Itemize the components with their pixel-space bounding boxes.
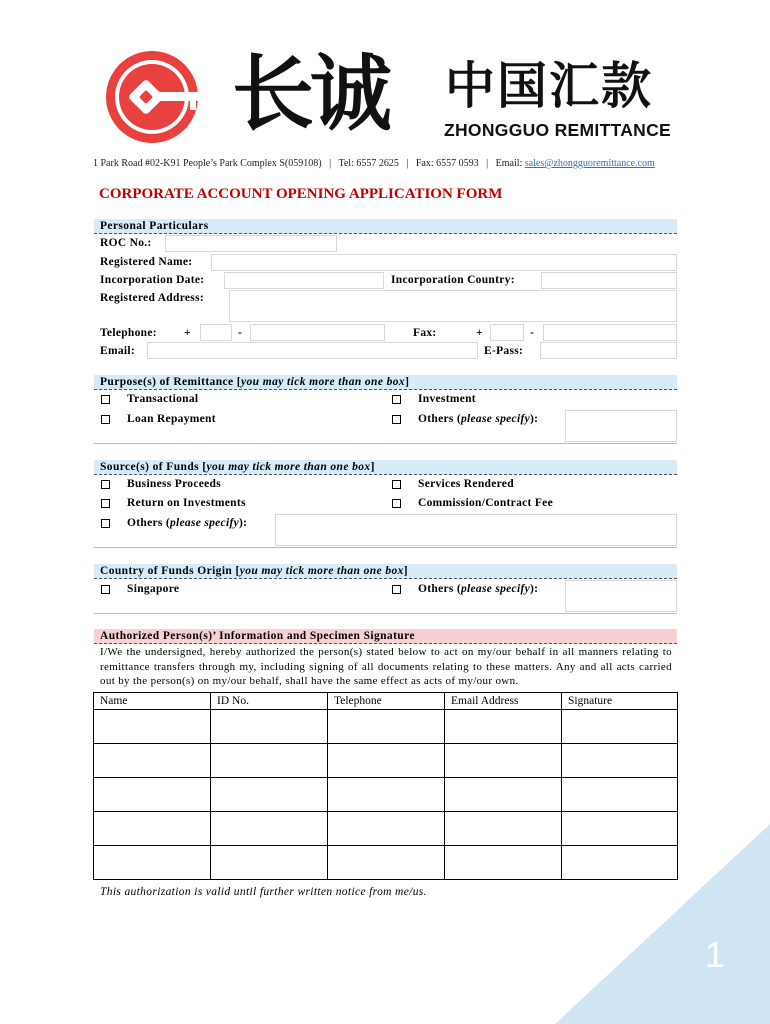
services-rendered-label: Services Rendered — [418, 478, 514, 490]
source-others-checkbox[interactable] — [101, 519, 110, 528]
services-rendered-checkbox[interactable] — [392, 480, 401, 489]
column-header-id: ID No. — [211, 693, 328, 710]
table-cell[interactable] — [562, 812, 678, 846]
registered-name-label: Registered Name: — [100, 256, 193, 268]
table-cell[interactable] — [562, 846, 678, 880]
telephone-number-input[interactable] — [250, 324, 385, 341]
authorization-validity-note: This authorization is valid until further written notice from me/us. — [100, 886, 427, 898]
table-row — [94, 846, 678, 880]
transactional-checkbox[interactable] — [101, 395, 110, 404]
table-cell[interactable] — [211, 744, 328, 778]
incorporation-date-label: Incorporation Date: — [100, 274, 205, 286]
column-header-name: Name — [94, 693, 211, 710]
table-cell[interactable] — [328, 744, 445, 778]
purpose-others-checkbox[interactable] — [392, 415, 401, 424]
country-others-label: Others (please specify): — [418, 583, 539, 595]
email-label: Email: — [100, 345, 136, 357]
country-heading: Country of Funds Origin [you may tick more than one box] — [94, 564, 677, 579]
table-header-row — [94, 693, 678, 710]
incorporation-country-input[interactable] — [541, 272, 677, 289]
table-cell[interactable] — [211, 846, 328, 880]
transactional-label: Transactional — [127, 393, 199, 405]
purpose-others-label: Others (please specify): — [418, 413, 539, 425]
fax-label: Fax: — [413, 327, 437, 339]
address-line: 1 Park Road #02-K91 People’s Park Complex S(059108) | Tel: 6557 2625 | Fax: 6557 0593 | Email: sales@zhongguoremittance.com — [93, 158, 655, 169]
logo-brand-cn: 长诚 — [232, 47, 389, 142]
fax-number: Fax: 6557 0593 — [415, 158, 479, 169]
logo-company-cn: 中国汇款 — [445, 57, 653, 115]
epass-label: E-Pass: — [484, 345, 524, 357]
page-number: 1 — [704, 934, 725, 975]
investment-label: Investment — [418, 393, 476, 405]
logo-company-en: ZHONGGUO REMITTANCE — [444, 120, 672, 140]
country-others-input[interactable] — [565, 580, 677, 612]
commission-contract-fee-checkbox[interactable] — [392, 499, 401, 508]
roc-label: ROC No.: — [100, 237, 152, 249]
telephone-label: Telephone: — [100, 327, 157, 339]
fax-country-code-input[interactable] — [490, 324, 524, 341]
table-cell[interactable] — [211, 710, 328, 744]
table-cell[interactable] — [328, 846, 445, 880]
purpose-others-input[interactable] — [565, 410, 677, 442]
commission-contract-fee-label: Commission/Contract Fee — [418, 497, 553, 509]
source-others-input[interactable] — [275, 514, 677, 546]
loan-repayment-checkbox[interactable] — [101, 415, 110, 424]
table-cell[interactable] — [445, 846, 562, 880]
table-cell[interactable] — [94, 710, 211, 744]
incorporation-country-label: Incorporation Country: — [391, 274, 515, 286]
source-heading: Source(s) of Funds [you may tick more than one box] — [94, 460, 677, 475]
column-header-signature: Signature — [562, 693, 678, 710]
roc-input[interactable] — [165, 235, 337, 252]
column-header-email: Email Address — [445, 693, 562, 710]
singapore-label: Singapore — [127, 583, 180, 595]
return-on-investments-checkbox[interactable] — [101, 499, 110, 508]
key-icon — [94, 45, 224, 150]
table-cell[interactable] — [328, 778, 445, 812]
table-cell[interactable] — [211, 778, 328, 812]
table-row — [94, 710, 678, 744]
table-cell[interactable] — [445, 744, 562, 778]
email-input[interactable] — [147, 342, 478, 359]
business-proceeds-label: Business Proceeds — [127, 478, 222, 490]
telephone-country-code-input[interactable] — [200, 324, 232, 341]
table-cell[interactable] — [211, 812, 328, 846]
table-cell[interactable] — [445, 812, 562, 846]
registered-name-input[interactable] — [211, 254, 677, 271]
business-proceeds-checkbox[interactable] — [101, 480, 110, 489]
column-header-telephone: Telephone — [328, 693, 445, 710]
table-row — [94, 778, 678, 812]
fax-number-input[interactable] — [543, 324, 677, 341]
registered-address-input[interactable] — [229, 290, 677, 322]
epass-input[interactable] — [540, 342, 677, 359]
table-cell[interactable] — [94, 846, 211, 880]
street-address: 1 Park Road #02-K91 People’s Park Complex S(059108) — [93, 158, 322, 169]
table-cell[interactable] — [328, 812, 445, 846]
divider — [94, 613, 677, 614]
table-cell[interactable] — [94, 812, 211, 846]
table-cell[interactable] — [445, 710, 562, 744]
divider — [94, 443, 677, 444]
logo-emblem — [94, 45, 224, 150]
authorized-heading: Authorized Person(s)’ Information and Specimen Signature — [94, 629, 677, 644]
table-cell[interactable] — [94, 778, 211, 812]
table-cell[interactable] — [562, 710, 678, 744]
incorporation-date-input[interactable] — [224, 272, 384, 289]
table-row — [94, 812, 678, 846]
table-cell[interactable] — [94, 744, 211, 778]
form-title: CORPORATE ACCOUNT OPENING APPLICATION FORM — [99, 186, 503, 202]
singapore-checkbox[interactable] — [101, 585, 110, 594]
personal-particulars-heading: Personal Particulars — [94, 219, 677, 234]
purpose-heading: Purpose(s) of Remittance [you may tick more than one box] — [94, 375, 677, 390]
authorization-paragraph: I/We the undersigned, hereby authorized the person(s) stated below to act on my/our behalf in all manners relating to remittance transfers through my, including signing of all documents relating to these matters. Any and all acts carried out by the person(s) on my/our behalf, shall have the same effect as acts of my/our own. — [100, 646, 672, 687]
table-cell[interactable] — [445, 778, 562, 812]
return-on-investments-label: Return on Investments — [127, 497, 246, 509]
table-cell[interactable] — [562, 778, 678, 812]
divider — [94, 547, 677, 548]
country-others-checkbox[interactable] — [392, 585, 401, 594]
table-cell[interactable] — [328, 710, 445, 744]
email-link[interactable]: sales@zhongguoremittance.com — [524, 158, 655, 169]
table-row — [94, 744, 678, 778]
loan-repayment-label: Loan Repayment — [127, 413, 216, 425]
registered-address-label: Registered Address: — [100, 292, 204, 304]
table-cell[interactable] — [562, 744, 678, 778]
source-others-label: Others (please specify): — [127, 517, 248, 529]
telephone-number: Tel: 6557 2625 — [338, 158, 399, 169]
investment-checkbox[interactable] — [392, 395, 401, 404]
authorized-persons-table — [93, 692, 678, 880]
